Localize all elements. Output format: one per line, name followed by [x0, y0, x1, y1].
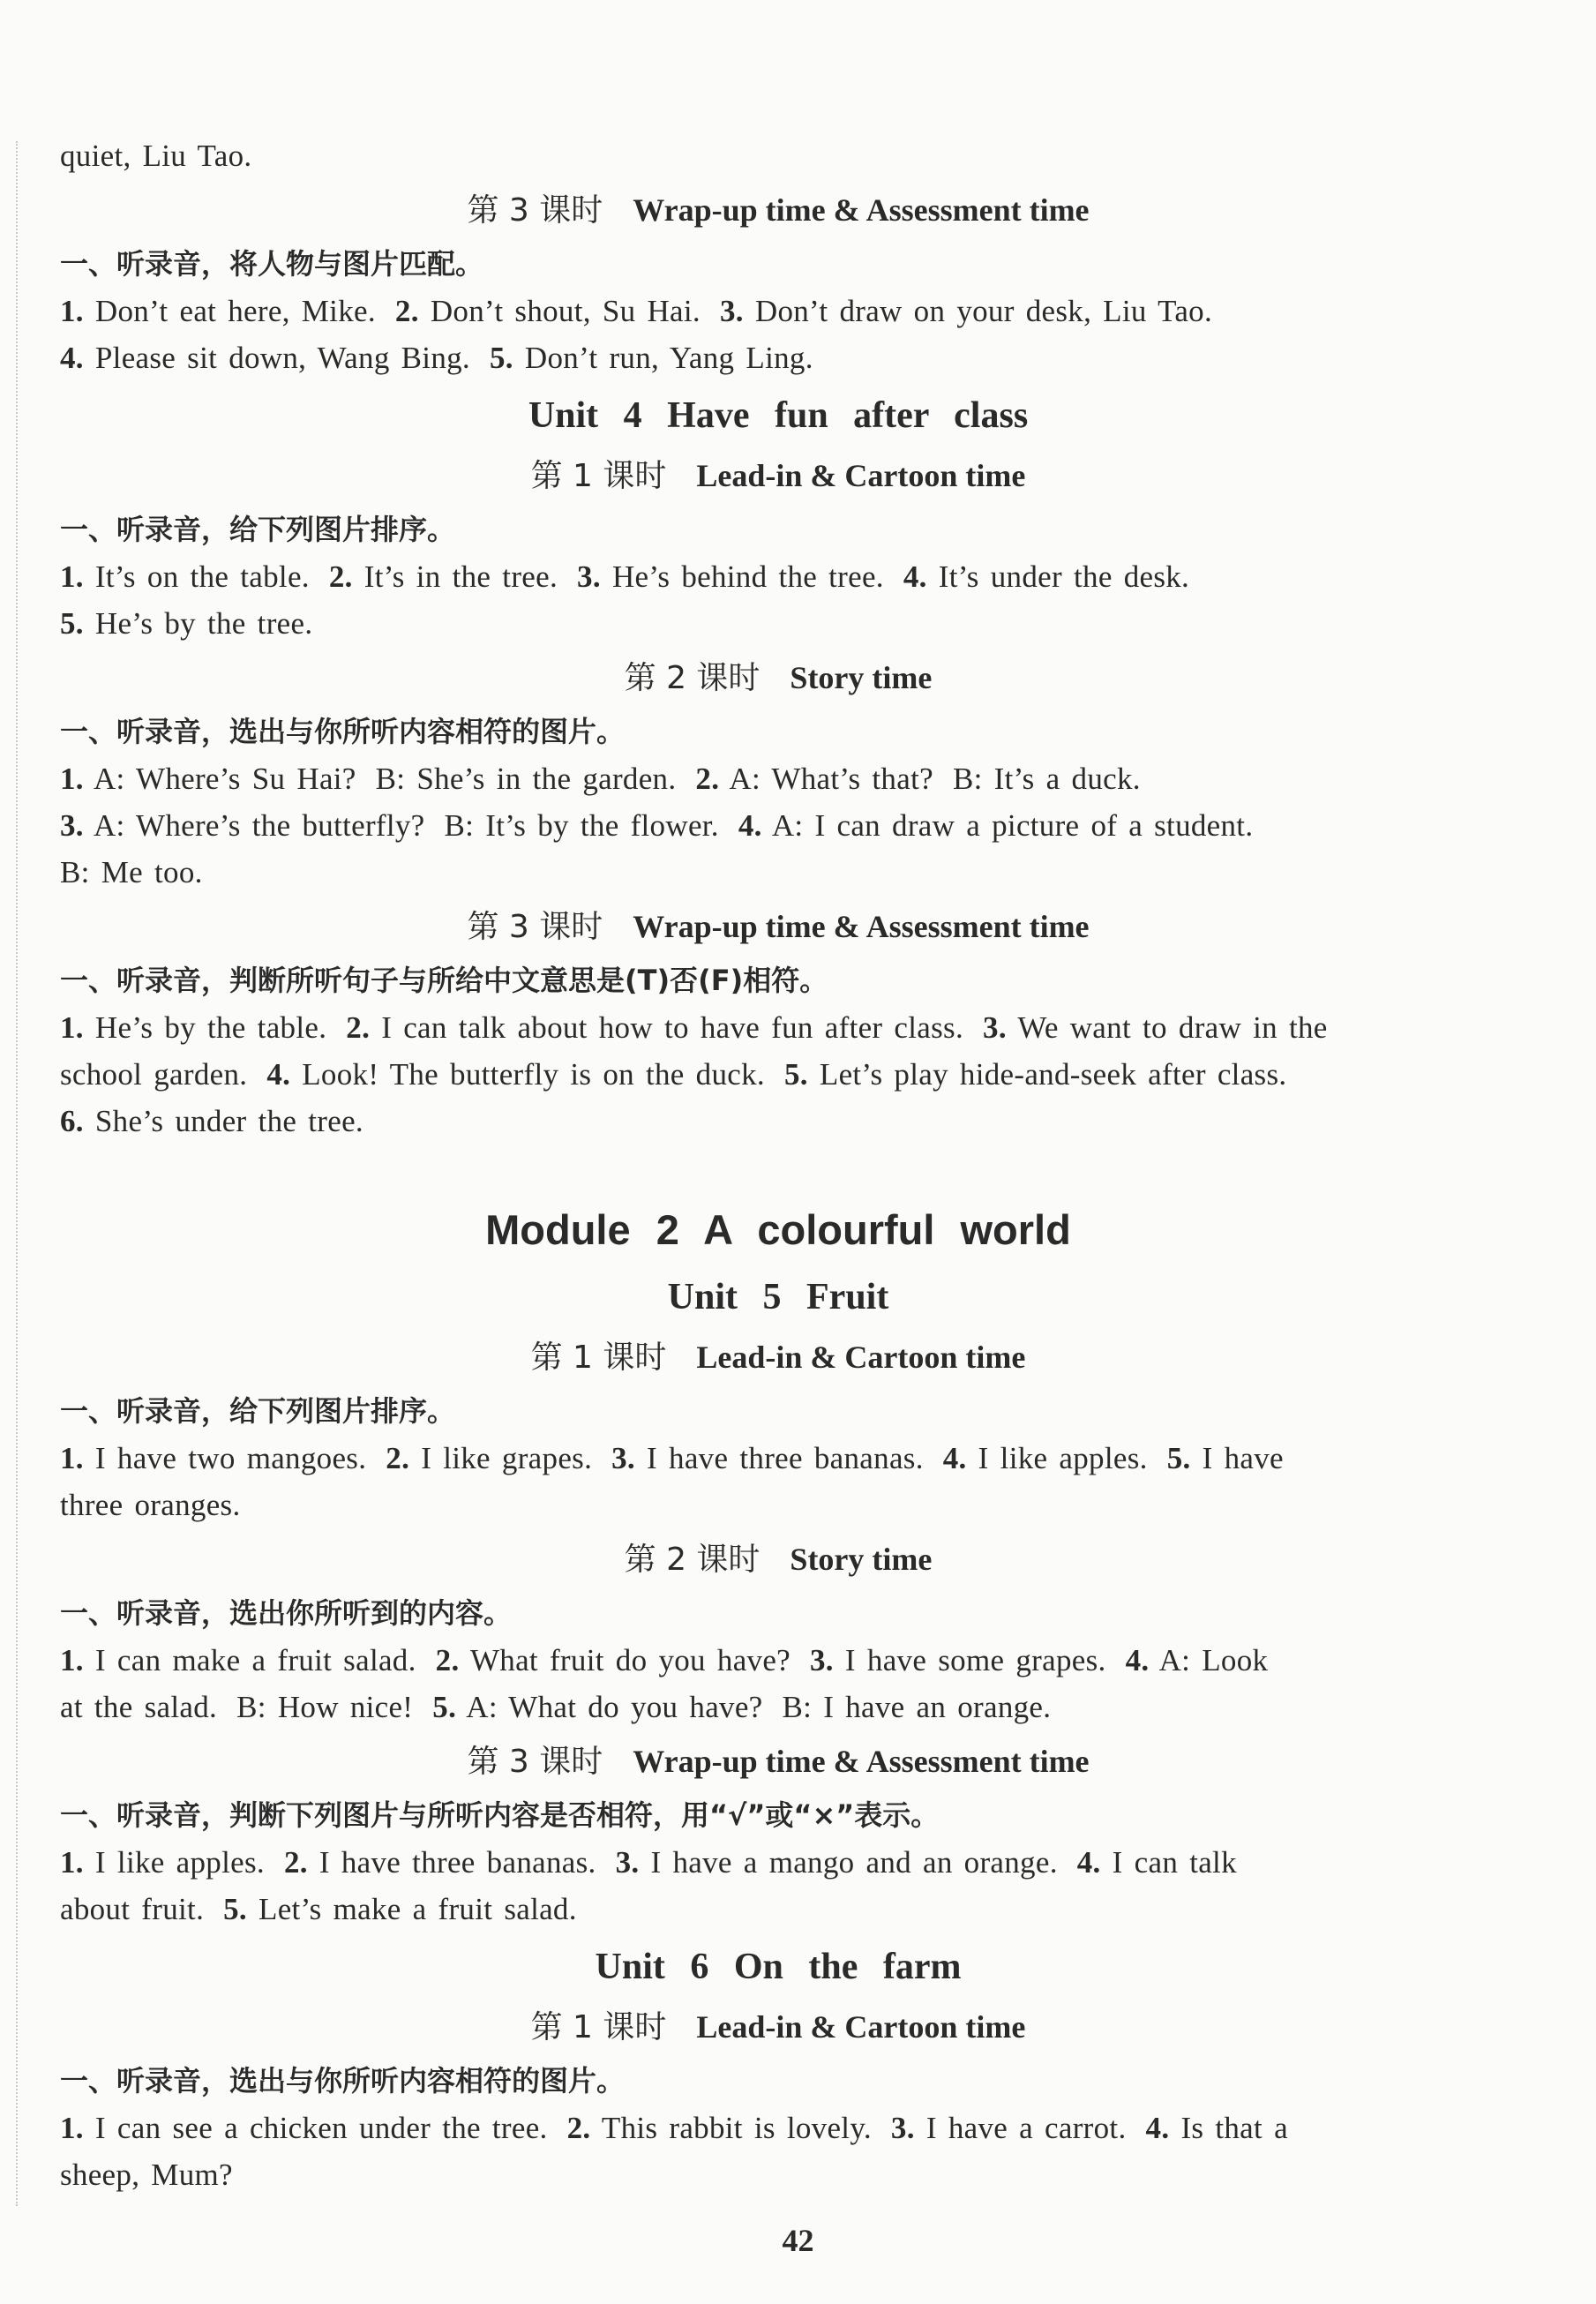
item-number: 4.	[738, 808, 762, 843]
lesson-number: 第 2 课时	[624, 660, 761, 696]
item-text: What fruit do you have?	[469, 1643, 791, 1677]
transcript-item	[983, 1010, 1328, 1045]
item-number: 1.	[60, 762, 84, 796]
exercise-instruction: 一、听录音，将人物与图片匹配。	[60, 247, 484, 281]
item-text: I have some grapes.	[844, 1643, 1106, 1677]
lesson-name: Lead-in & Cartoon time	[696, 458, 1026, 493]
item-text: He’s by the tree.	[94, 606, 313, 641]
transcript-item	[60, 1892, 204, 1926]
item-number: 1.	[60, 1010, 84, 1045]
lesson-title	[60, 650, 1496, 706]
item-number: 1.	[60, 1845, 84, 1880]
item-text: Don’t shout, Su Hai.	[430, 294, 701, 328]
item-text: A: I can draw a picture of a student.	[771, 808, 1254, 843]
lesson-name: Wrap-up time & Assessment time	[633, 1744, 1090, 1779]
transcript-line	[60, 1839, 1496, 1886]
answer-content	[60, 132, 1496, 2198]
item-text: B: I have an orange.	[782, 1690, 1052, 1724]
transcript-item	[490, 341, 813, 375]
item-text: I can talk about how to have fun after class.	[381, 1010, 964, 1045]
transcript-paragraph	[60, 1435, 1496, 1528]
exercise-instruction: 一、听录音，判断所听句子与所给中文意思是(T)否(F)相符。	[60, 964, 828, 997]
item-text: It’s on the table.	[94, 559, 310, 594]
transcript-line	[60, 1637, 1496, 1684]
transcript-item	[346, 1010, 963, 1045]
item-number: 3.	[983, 1010, 1007, 1045]
item-number: 2.	[566, 2111, 591, 2145]
item-text: B: Me too.	[60, 855, 203, 889]
lesson-title	[60, 2000, 1496, 2055]
item-text: Don’t eat here, Mike.	[94, 294, 376, 328]
item-number: 5.	[1166, 1441, 1191, 1475]
lesson-title	[60, 1734, 1496, 1790]
item-text: Look! The butterfly is on the duck.	[302, 1057, 765, 1092]
transcript-item	[445, 808, 719, 843]
transcript-line	[60, 288, 1496, 334]
lesson-title	[60, 899, 1496, 955]
transcript-item	[891, 2111, 1127, 2145]
item-text: A: Where’s the butterfly?	[93, 808, 425, 843]
item-number: 1.	[60, 1643, 84, 1677]
unit-title: Unit 5 Fruit	[667, 1277, 889, 1317]
transcript-paragraph	[60, 1004, 1496, 1144]
item-text: Let’s make a fruit salad.	[259, 1892, 577, 1926]
transcript-item	[60, 2158, 233, 2192]
item-text: A: What’s that?	[729, 762, 933, 796]
transcript-item	[60, 1845, 265, 1880]
transcript-paragraph	[60, 1839, 1496, 1933]
transcript-item	[720, 294, 1212, 328]
item-number: 5.	[60, 606, 84, 641]
item-number: 3.	[890, 2111, 915, 2145]
transcript-line	[60, 802, 1496, 849]
transcript-item	[60, 855, 203, 889]
transcript-item	[60, 606, 312, 641]
item-number: 4.	[1125, 1643, 1150, 1677]
transcript-line	[60, 553, 1496, 600]
transcript-item	[577, 559, 884, 594]
item-text: B: How nice!	[236, 1690, 414, 1724]
transcript-item	[60, 1010, 326, 1045]
transcript-item	[1167, 1441, 1284, 1475]
item-text: A: Where’s Su Hai?	[93, 762, 356, 796]
item-text: B: She’s in the garden.	[375, 762, 677, 796]
item-text: We want to draw in the	[1017, 1010, 1328, 1045]
transcript-item	[1077, 1845, 1237, 1880]
item-text: school garden.	[60, 1057, 248, 1092]
transcript-item	[386, 1441, 592, 1475]
lesson-number: 第 1 课时	[530, 458, 667, 494]
item-text: I have	[1202, 1441, 1284, 1475]
item-text: about fruit.	[60, 1892, 205, 1926]
transcript-line	[60, 1684, 1496, 1730]
item-number: 4.	[1145, 2111, 1170, 2145]
item-text: I have two mangoes.	[94, 1441, 367, 1475]
item-text: It’s in the tree.	[363, 559, 558, 594]
item-number: 3.	[719, 294, 744, 328]
transcript-item	[60, 1488, 241, 1522]
item-number: 3.	[611, 1441, 635, 1475]
item-number: 4.	[266, 1057, 291, 1092]
transcript-item	[616, 1845, 1058, 1880]
item-text: I can see a chicken under the tree.	[94, 2111, 548, 2145]
item-text: at the salad.	[60, 1690, 218, 1724]
transcript-item	[738, 808, 1254, 843]
item-number: 4.	[60, 341, 84, 375]
item-number: 6.	[60, 1104, 84, 1138]
binding-margin-line	[16, 141, 18, 2206]
intro-line: quiet, Liu Tao.	[60, 139, 252, 173]
item-text: A: What do you have?	[466, 1690, 763, 1724]
item-text: It’s under the desk.	[938, 559, 1190, 594]
transcript-item	[329, 559, 558, 594]
item-text: He’s behind the tree.	[611, 559, 884, 594]
item-text: I have three bananas.	[318, 1845, 596, 1880]
unit-title: Unit 6 On the farm	[595, 1947, 962, 1987]
item-text: I have three bananas.	[647, 1441, 924, 1475]
transcript-paragraph	[60, 288, 1496, 381]
item-number: 2.	[386, 1441, 410, 1475]
item-number: 3.	[60, 808, 84, 843]
lesson-number: 第 1 课时	[530, 2009, 667, 2045]
exercise-instruction: 一、听录音，给下列图片排序。	[60, 513, 456, 546]
item-text: I like grapes.	[421, 1441, 593, 1475]
item-text: He’s by the table.	[94, 1010, 327, 1045]
item-number: 3.	[577, 559, 601, 594]
item-text: I have a carrot.	[925, 2111, 1127, 2145]
item-number: 5.	[783, 1057, 808, 1092]
item-text: three oranges.	[60, 1488, 241, 1522]
transcript-item	[60, 808, 425, 843]
transcript-item	[60, 1690, 217, 1724]
transcript-line	[60, 1886, 1496, 1933]
transcript-item	[60, 1104, 363, 1138]
item-text: I like apples.	[978, 1441, 1148, 1475]
lesson-name: Wrap-up time & Assessment time	[633, 909, 1090, 944]
item-number: 1.	[60, 294, 84, 328]
transcript-item	[611, 1441, 924, 1475]
transcript-item	[1146, 2111, 1288, 2145]
exercise-instruction: 一、听录音，选出你所听到的内容。	[60, 1596, 513, 1630]
transcript-item	[432, 1690, 762, 1724]
item-text: Let’s play hide-and-seek after class.	[819, 1057, 1287, 1092]
item-number: 5.	[432, 1690, 457, 1724]
unit-title: Unit 4 Have fun after class	[528, 395, 1029, 436]
page-number: 42	[782, 2223, 814, 2258]
transcript-line	[60, 1435, 1496, 1482]
transcript-item	[236, 1690, 413, 1724]
transcript-paragraph	[60, 553, 1496, 647]
item-text: I can make a fruit salad.	[94, 1643, 416, 1677]
transcript-item	[567, 2111, 872, 2145]
item-number: 4.	[1076, 1845, 1101, 1880]
transcript-line	[60, 334, 1496, 381]
item-text: I like apples.	[94, 1845, 265, 1880]
item-number: 3.	[810, 1643, 834, 1677]
transcript-item	[60, 294, 376, 328]
lesson-title	[60, 448, 1496, 504]
item-number: 1.	[60, 2111, 84, 2145]
item-number: 3.	[615, 1845, 640, 1880]
transcript-item	[60, 762, 356, 796]
transcript-item	[60, 1643, 416, 1677]
lesson-name: Wrap-up time & Assessment time	[633, 192, 1090, 228]
item-text: sheep, Mum?	[60, 2158, 233, 2192]
item-text: Don’t run, Yang Ling.	[524, 341, 813, 375]
item-text: This rabbit is lovely.	[601, 2111, 872, 2145]
transcript-item	[783, 1690, 1052, 1724]
lesson-number: 第 3 课时	[467, 909, 603, 945]
transcript-item	[784, 1057, 1286, 1092]
item-number: 2.	[283, 1845, 308, 1880]
item-text: I can talk	[1112, 1845, 1237, 1880]
transcript-line	[60, 600, 1496, 647]
lesson-number: 第 2 课时	[624, 1542, 761, 1578]
exercise-instruction: 一、听录音，选出与你所听内容相符的图片。	[60, 715, 626, 748]
lesson-title	[60, 1532, 1496, 1587]
item-number: 1.	[60, 559, 84, 594]
transcript-item	[223, 1892, 577, 1926]
lesson-name: Lead-in & Cartoon time	[696, 2009, 1026, 2045]
transcript-paragraph	[60, 1637, 1496, 1730]
transcript-line	[60, 1004, 1496, 1051]
item-number: 2.	[695, 762, 720, 796]
lesson-title	[60, 1330, 1496, 1385]
item-number: 4.	[942, 1441, 967, 1475]
transcript-line	[60, 1482, 1496, 1528]
module-title: Module 2 A colourful world	[485, 1206, 1071, 1253]
transcript-item	[60, 2111, 548, 2145]
transcript-item	[943, 1441, 1148, 1475]
transcript-item	[60, 341, 470, 375]
item-number: 2.	[328, 559, 353, 594]
item-text: A: Look	[1158, 1643, 1269, 1677]
item-text: Is that a	[1180, 2111, 1288, 2145]
transcript-item	[695, 762, 933, 796]
transcript-item	[266, 1057, 765, 1092]
lesson-number: 第 1 课时	[530, 1340, 667, 1376]
exercise-instruction: 一、听录音，给下列图片排序。	[60, 1394, 456, 1428]
lesson-name: Lead-in & Cartoon time	[696, 1340, 1026, 1375]
transcript-line	[60, 1098, 1496, 1144]
item-number: 2.	[394, 294, 419, 328]
transcript-item	[953, 762, 1141, 796]
transcript-item	[376, 762, 677, 796]
item-text: She’s under the tree.	[94, 1104, 363, 1138]
item-number: 2.	[346, 1010, 371, 1045]
transcript-item	[284, 1845, 596, 1880]
item-number: 5.	[223, 1892, 247, 1926]
lesson-number: 第 3 课时	[467, 1744, 603, 1780]
transcript-item	[903, 559, 1189, 594]
item-text: B: It’s a duck.	[952, 762, 1141, 796]
transcript-paragraph	[60, 2105, 1496, 2198]
transcript-item	[60, 1441, 366, 1475]
exercise-instruction: 一、听录音，判断下列图片与所听内容是否相符，用“√”或“×”表示。	[60, 1798, 940, 1832]
item-text: B: It’s by the flower.	[444, 808, 719, 843]
item-number: 5.	[489, 341, 513, 375]
lesson-name: Story time	[790, 1542, 933, 1577]
transcript-line	[60, 2151, 1496, 2198]
lesson-name: Story time	[790, 660, 933, 695]
transcript-line	[60, 1051, 1496, 1098]
transcript-item	[1126, 1643, 1269, 1677]
transcript-item	[60, 559, 310, 594]
lesson-title	[60, 183, 1496, 238]
transcript-line	[60, 755, 1496, 802]
transcript-item	[60, 1057, 247, 1092]
item-text: Don’t draw on your desk, Liu Tao.	[754, 294, 1213, 328]
transcript-item	[436, 1643, 791, 1677]
lesson-number: 第 3 课时	[467, 192, 603, 229]
item-text: I have a mango and an orange.	[650, 1845, 1058, 1880]
item-number: 4.	[903, 559, 927, 594]
transcript-line	[60, 849, 1496, 896]
transcript-item	[810, 1643, 1106, 1677]
transcript-item	[395, 294, 701, 328]
item-number: 1.	[60, 1441, 84, 1475]
transcript-paragraph	[60, 755, 1496, 896]
item-number: 2.	[435, 1643, 460, 1677]
item-text: Please sit down, Wang Bing.	[94, 341, 470, 375]
exercise-instruction: 一、听录音，选出与你所听内容相符的图片。	[60, 2064, 626, 2098]
transcript-line	[60, 2105, 1496, 2151]
